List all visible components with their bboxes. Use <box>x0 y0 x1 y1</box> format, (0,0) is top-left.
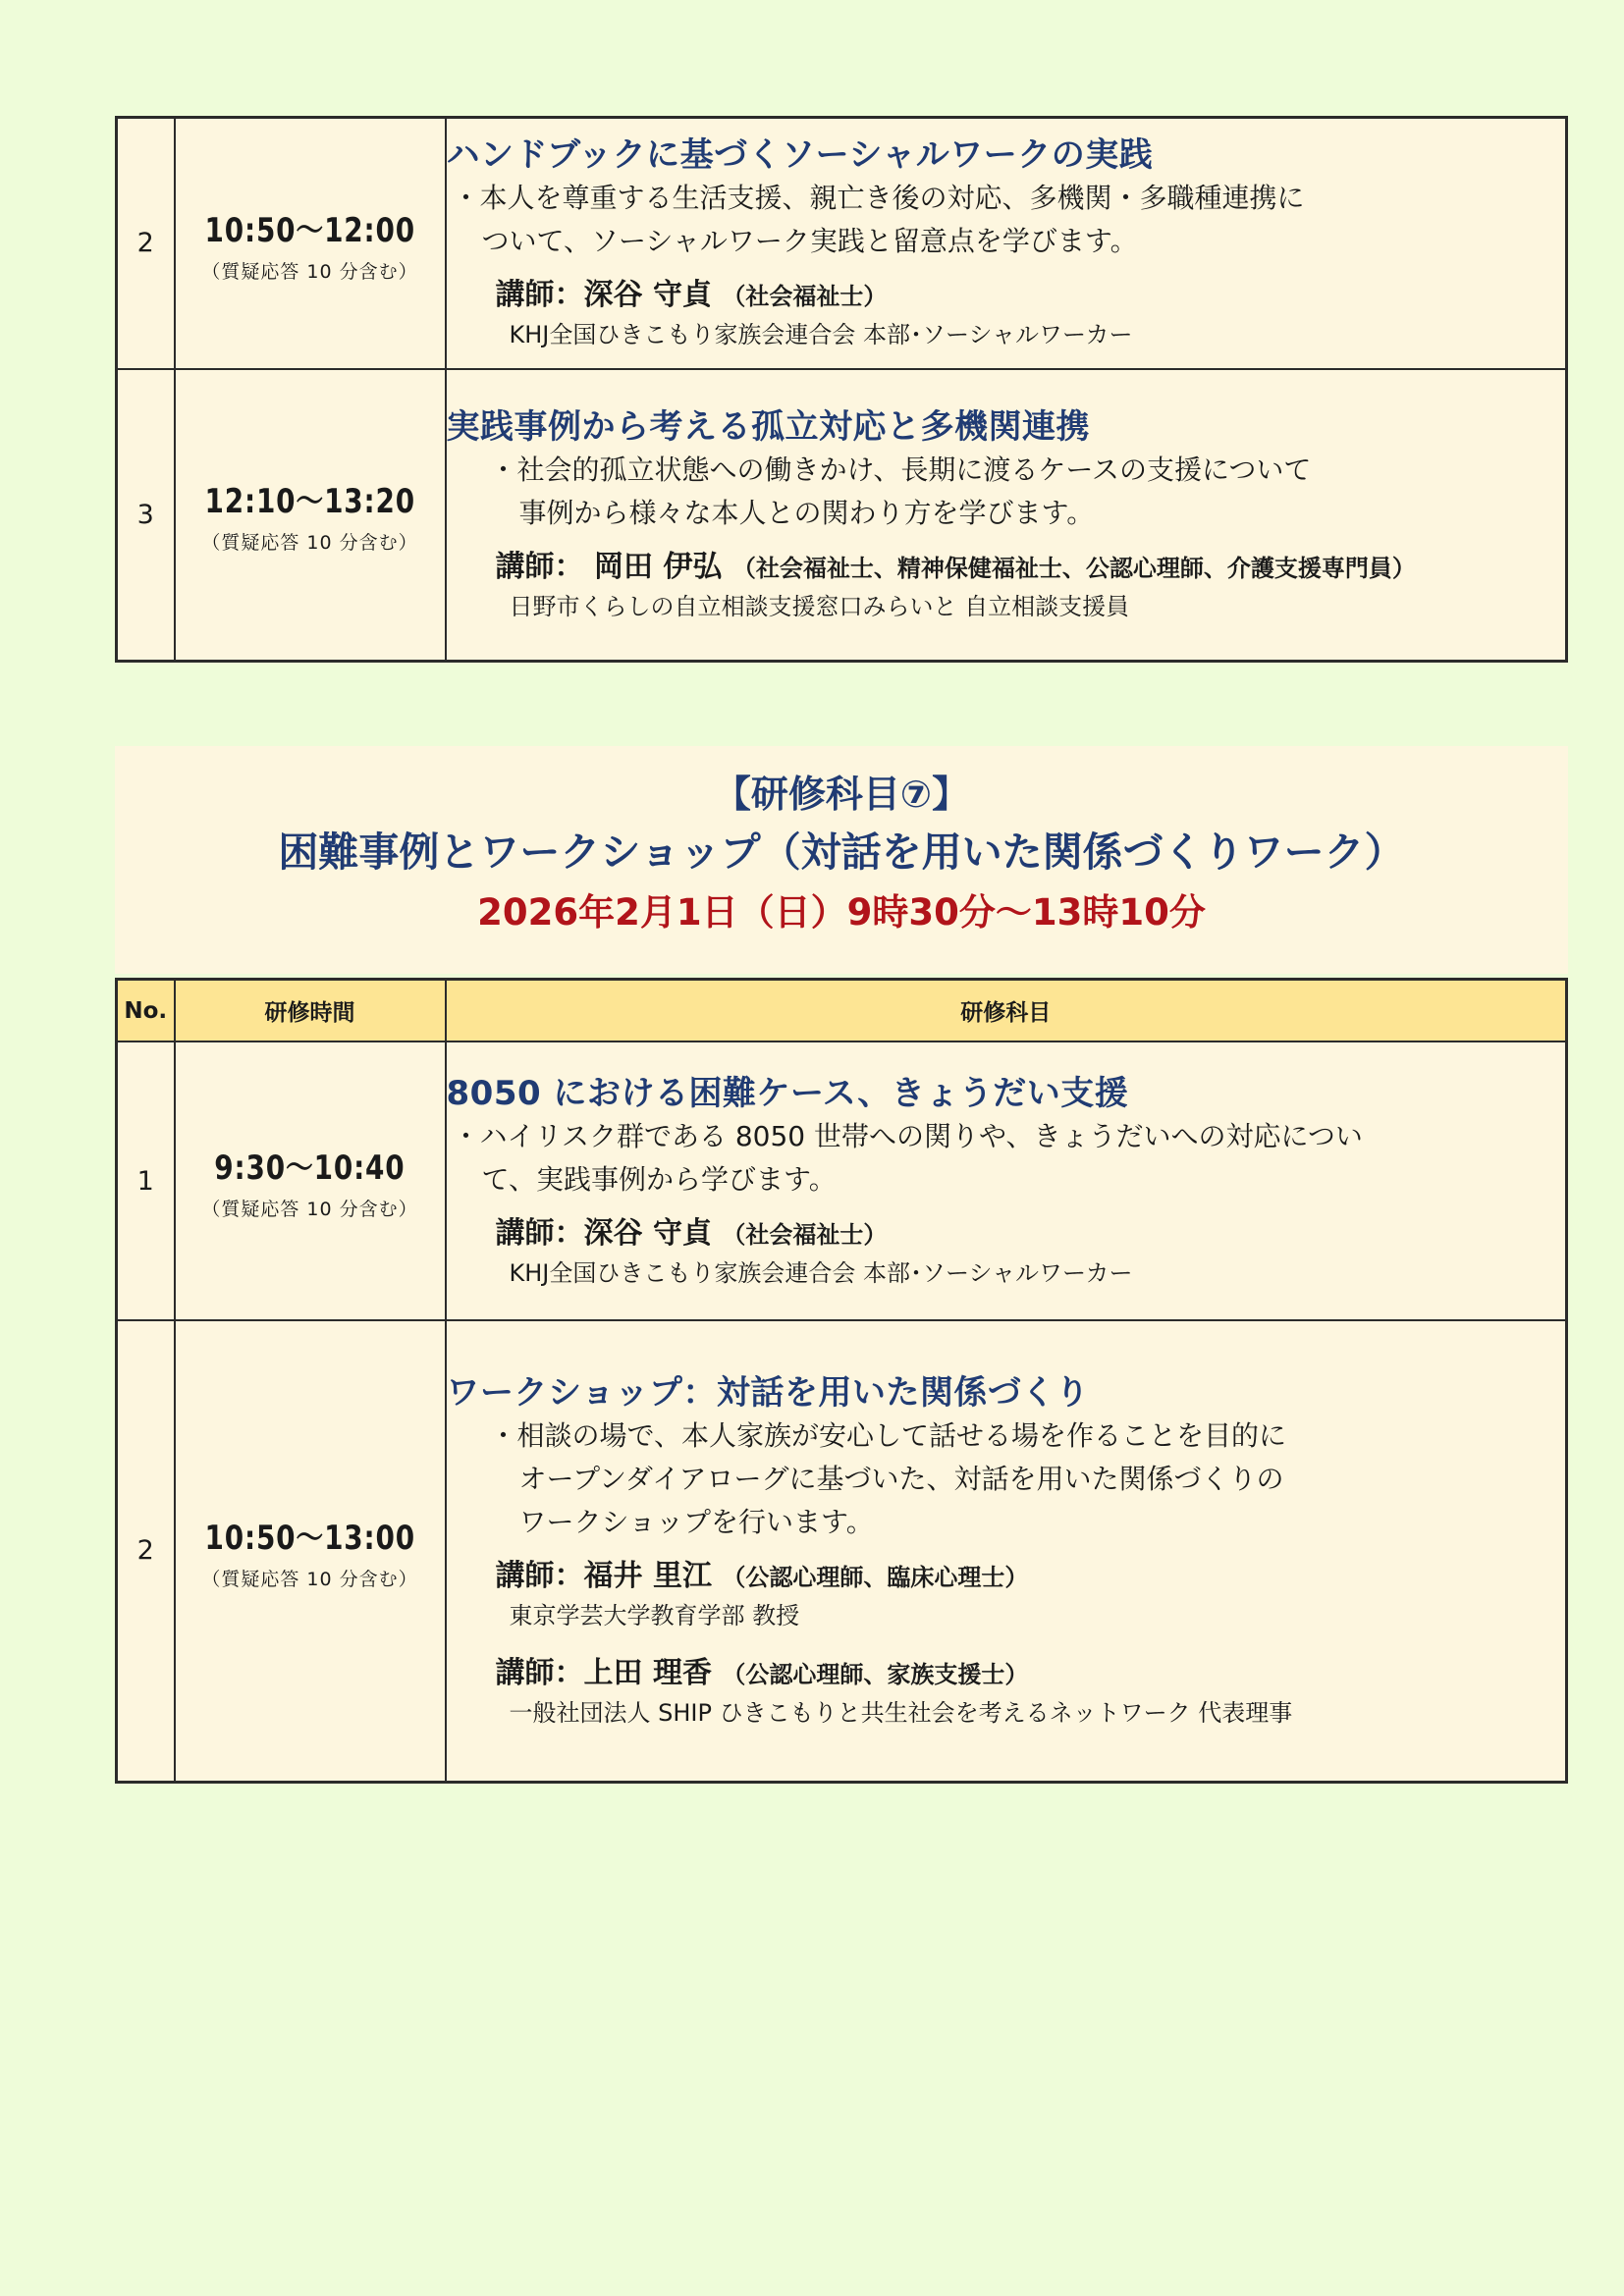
description-line: 事例から様々な本人との関わり方を学びます。 <box>518 496 1095 529</box>
row-number: 2 <box>117 118 175 369</box>
subject-cell <box>446 1320 1567 1782</box>
subject-description <box>447 449 1566 535</box>
session-time: 12:10～13:20 <box>204 482 415 522</box>
subject-title: 実践事例から考える孤立対応と多機関連携 <box>446 406 1090 447</box>
lecturer-affiliation: 東京学芸大学教育学部 教授 <box>509 1601 800 1629</box>
header-time: 研修時間 <box>175 980 446 1042</box>
lecturer-name: 講師：上田 理香 <box>495 1655 712 1690</box>
session-time: 10:50～12:00 <box>204 210 415 250</box>
lecturer <box>447 1213 1566 1291</box>
lecturer-affiliation: KHJ全国ひきこもり家族会連合会 本部･ソーシャルワーカー <box>509 1258 1133 1287</box>
header-no: No. <box>117 980 175 1042</box>
description-line: ワークショップを行います。 <box>518 1505 874 1538</box>
table-row <box>117 369 1567 662</box>
section-title: 困難事例とワークショップ（対話を用いた関係づくりワーク） <box>278 828 1405 876</box>
subject-cell <box>446 118 1567 369</box>
session-time-cell <box>175 1320 446 1782</box>
subject-title: ハンドブックに基づくソーシャルワークの実践 <box>446 135 1154 176</box>
description-line: ・ハイリスク群である 8050 世帯への関りや、きょうだいへの対応につい <box>452 1119 1363 1152</box>
lecturer-credentials: （社会福祉士） <box>722 283 888 311</box>
row-number: 2 <box>117 1320 175 1782</box>
lecturer-name: 講師：深谷 守貞 <box>495 1215 712 1251</box>
description-line: ・相談の場で、本人家族が安心して話せる場を作ることを目的に <box>489 1418 1286 1452</box>
qa-note: （質疑応答 10 分含む） <box>201 1199 418 1220</box>
table-row <box>117 118 1567 369</box>
session-time-cell <box>175 1041 446 1320</box>
lecturer <box>447 275 1566 352</box>
session-time: 9:30～10:40 <box>214 1148 406 1188</box>
subject-title: ワークショップ：対話を用いた関係づくり <box>446 1372 1090 1413</box>
schedule-table-section7 <box>115 978 1568 1784</box>
lecturer-name: 講師： 岡田 伊弘 <box>495 549 723 584</box>
description-line: て、実践事例から学びます。 <box>481 1162 837 1196</box>
section-heading <box>115 746 1568 974</box>
section-date: 2026年2月1日（日）9時30分～13時10分 <box>477 891 1206 934</box>
description-line: ・本人を尊重する生活支援、親亡き後の対応、多機関・多職種連携に <box>452 182 1305 215</box>
subject-description <box>447 1115 1566 1201</box>
lecturer-name: 講師：深谷 守貞 <box>495 278 712 313</box>
table-row <box>117 1041 1567 1320</box>
session-time-cell <box>175 369 446 662</box>
qa-note: （質疑応答 10 分含む） <box>201 532 418 555</box>
lecturer-credentials: （社会福祉士、精神保健福祉士、公認心理師、介護支援専門員） <box>731 554 1416 582</box>
subject-title: 8050 における困難ケース、きょうだい支援 <box>446 1073 1129 1113</box>
table-row <box>117 1320 1567 1782</box>
lecturer <box>447 1556 1566 1633</box>
subject-cell <box>446 1041 1567 1320</box>
lecturer <box>447 1653 1566 1731</box>
schedule-table-top <box>115 116 1568 663</box>
lecturer-affiliation: 日野市くらしの自立相談支援窓口みらいと 自立相談支援員 <box>509 592 1130 620</box>
row-number: 1 <box>117 1041 175 1320</box>
lecturer-name: 講師：福井 里江 <box>495 1558 712 1593</box>
description-line: オープンダイアローグに基づいた、対話を用いた関係づくりの <box>518 1462 1284 1495</box>
lecturer-affiliation: 一般社団法人 SHIP ひきこもりと共生社会を考えるネットワーク 代表理事 <box>509 1698 1293 1727</box>
lecturer-credentials: （公認心理師、家族支援士） <box>722 1660 1029 1688</box>
row-number: 3 <box>117 369 175 662</box>
session-time-cell <box>175 118 446 369</box>
subject-description <box>447 1415 1566 1544</box>
lecturer <box>447 547 1566 624</box>
section-label: 【研修科目⑦】 <box>713 773 970 816</box>
qa-note: （質疑応答 10 分含む） <box>201 1568 418 1590</box>
lecturer-credentials: （社会福祉士） <box>722 1220 888 1249</box>
table-header-row <box>117 980 1567 1042</box>
session-time: 10:50～13:00 <box>204 1518 415 1558</box>
lecturer-affiliation: KHJ全国ひきこもり家族会連合会 本部･ソーシャルワーカー <box>509 321 1133 349</box>
header-subject: 研修科目 <box>446 980 1567 1042</box>
description-line: ついて、ソーシャルワーク実践と留意点を学びます。 <box>481 225 1138 258</box>
subject-description <box>447 177 1566 263</box>
description-line: ・社会的孤立状態への働きかけ、長期に渡るケースの支援について <box>489 453 1312 486</box>
qa-note: （質疑応答 10 分含む） <box>201 260 418 283</box>
subject-cell <box>446 369 1567 662</box>
lecturer-credentials: （公認心理師、臨床心理士） <box>722 1563 1029 1591</box>
